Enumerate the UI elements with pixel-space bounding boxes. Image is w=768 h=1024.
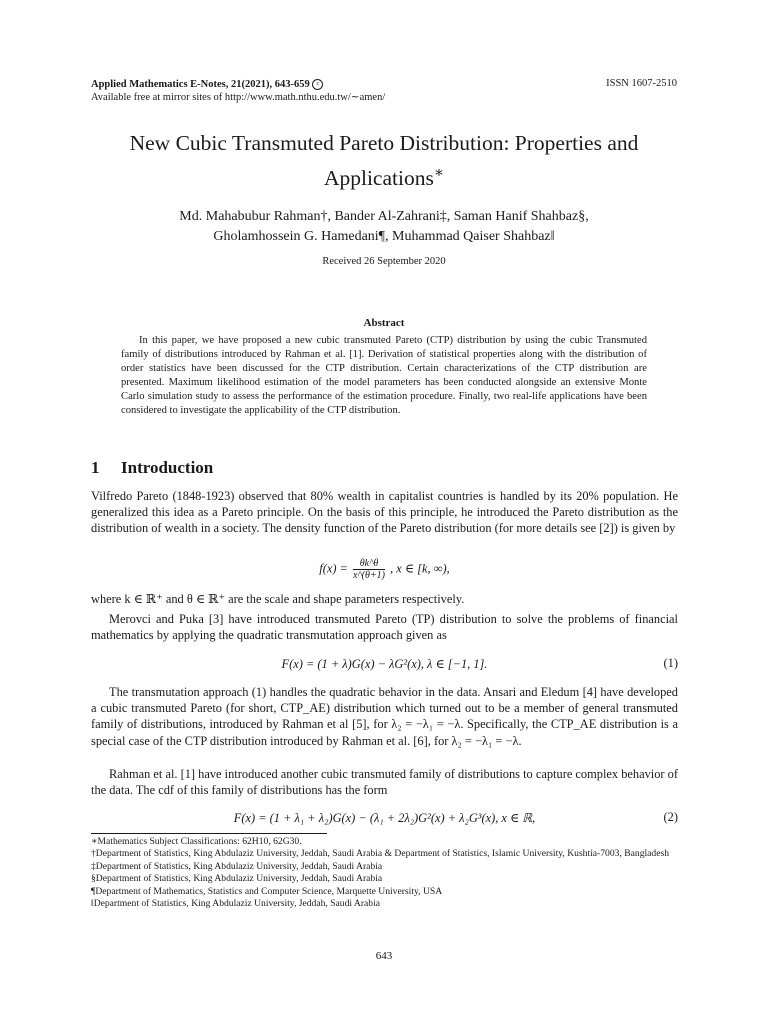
equation-2-number: (2) [663,810,678,824]
equation-1 [91,656,678,672]
pdf-denominator: x^(θ+1) [353,570,385,581]
pareto-pdf-equation [91,558,678,581]
paragraph-3-text: Merovci and Puka [3] have introduced transmuted Pareto (TP) distribution to solve the problems of financial mathematics by applying the quadratic transmutation approach given as [91,612,678,643]
pdf-rhs: , x ∈ [k, ∞), [390,561,450,576]
footnotes [91,836,678,910]
pdf-numerator: θk^θ [353,558,385,570]
equation-1-body: F(x) = (1 + λ)G(x) − λG²(x), λ ∈ [−1, 1]. [281,657,488,671]
authors-line-2: Gholamhossein G. Hamedani¶, Muhammad Qaiser Shahbaz‖ [213,229,555,244]
paragraph-2 [91,591,678,607]
abstract-heading: Abstract [363,317,405,329]
paragraph-1-text: Vilfredo Pareto (1848-1923) observed that 80% wealth in capitalist countries is handled by its 20% population. He generalized this idea as a Pareto principle. On the basis of this principle, he introduced the Pareto distribution as the distribution of wealth in a society. The density function of the Pareto distribution (for more details see [2]) is given by [91,489,678,536]
title-line-2: Applications [323,166,434,191]
abstract-text: In this paper, we have proposed a new cubic transmuted Pareto (CTP) distribution by using the cubic Transmuted family of distributions introduced by Rahman et al. [1]. Derivation of statistical properties along with the distribution of order statistics have been discussed for the CTP distribution. Certain characterizations of the CTP distribution are presented. Maximum likelihood estimation of the model parameters has been conducted alongside an extensive Monte Carlo simulation study to assess the performance of the estimation procedure. Finally, two real-life applications have been considered to investigate the applicability of the CTP distribution. [121,335,647,416]
footnote-item: ¶Department of Mathematics, Statistics and Computer Science, Marquette University, USA [91,885,443,897]
mirror-sites-text: Available free at mirror sites of http://www.math.nthu.edu.tw/∼amen/ [91,92,386,103]
equation-2 [91,810,678,826]
paragraph-5 [91,766,678,798]
paper-title [60,128,708,193]
copyright-icon: c [312,79,323,90]
title-line-1: New Cubic Transmuted Pareto Distribution: Properties and [129,131,639,155]
section-title: Introduction [121,458,214,477]
journal-citation: Applied Mathematics E-Notes, 21(2021), 643-659 [91,79,310,90]
equation-1-number: (1) [663,656,678,670]
paragraph-1 [91,488,678,537]
section-heading [91,458,213,478]
footnote-item: ‖Department of Statistics, King Abdulaziz University, Jeddah, Saudi Arabia [91,898,381,910]
footnote-item: §Department of Statistics, King Abdulaziz University, Jeddah, Saudi Arabia [91,873,383,885]
paragraph-5-text: Rahman et al. [1] have introduced another cubic transmuted family of distributions to capture complex behavior of the data. The cdf of this family of distributions has the form [91,767,678,798]
paragraph-4 [91,684,678,749]
paragraph-3 [91,611,678,643]
section-number: 1 [91,458,100,477]
abstract-body [121,334,647,418]
paragraph-4-text: The transmutation approach (1) handles the quadratic behavior in the data. Ansari and Eledum [4] have developed a cubic transmuted Pareto (for short, CTP_AE) distribution which turned out to be a member of general transmuted family of distributions, introduced by Rahman et al [5], for λ₂ = −λ₁ = −λ. Specifically, the CTP_AE distribution is a special case of the CTP distribution introduced by Rahman et al. [6], for λ₂ = −λ₁ = −λ. [91,685,678,748]
paragraph-2-text: where k ∈ ℝ⁺ and θ ∈ ℝ⁺ are the scale and shape parameters respectively. [91,592,465,606]
issn: ISSN 1607-2510 [606,78,677,89]
footnote-item: ∗Mathematics Subject Classifications: 62H10, 62G30. [91,836,302,847]
footnote-rule [91,833,327,834]
pdf-lhs: f(x) = [319,561,348,576]
authors-line-1: Md. Mahabubur Rahman†, Bander Al-Zahrani‡, Saman Hanif Shahbaz§, [179,209,589,224]
pdf-fraction [353,558,385,581]
journal-header [91,78,385,104]
footnote-item: ‡Department of Statistics, King Abdulaziz University, Jeddah, Saudi Arabia [91,860,383,872]
equation-2-body: F(x) = (1 + λ₁ + λ₂)G(x) − (λ₁ + 2λ₂)G²(x) + λ₂G³(x), x ∈ ℝ, [233,811,536,825]
footnote-item: †Department of Statistics, King Abdulaziz University, Jeddah, Saudi Arabia & Department of Statistics, Islamic University, Kushtia-7003, Bangladesh [91,848,669,860]
author-list [60,207,708,247]
received-date: Received 26 September 2020 [322,256,446,267]
title-footnote-mark: ∗ [433,165,445,181]
page-number: 643 [375,950,393,962]
